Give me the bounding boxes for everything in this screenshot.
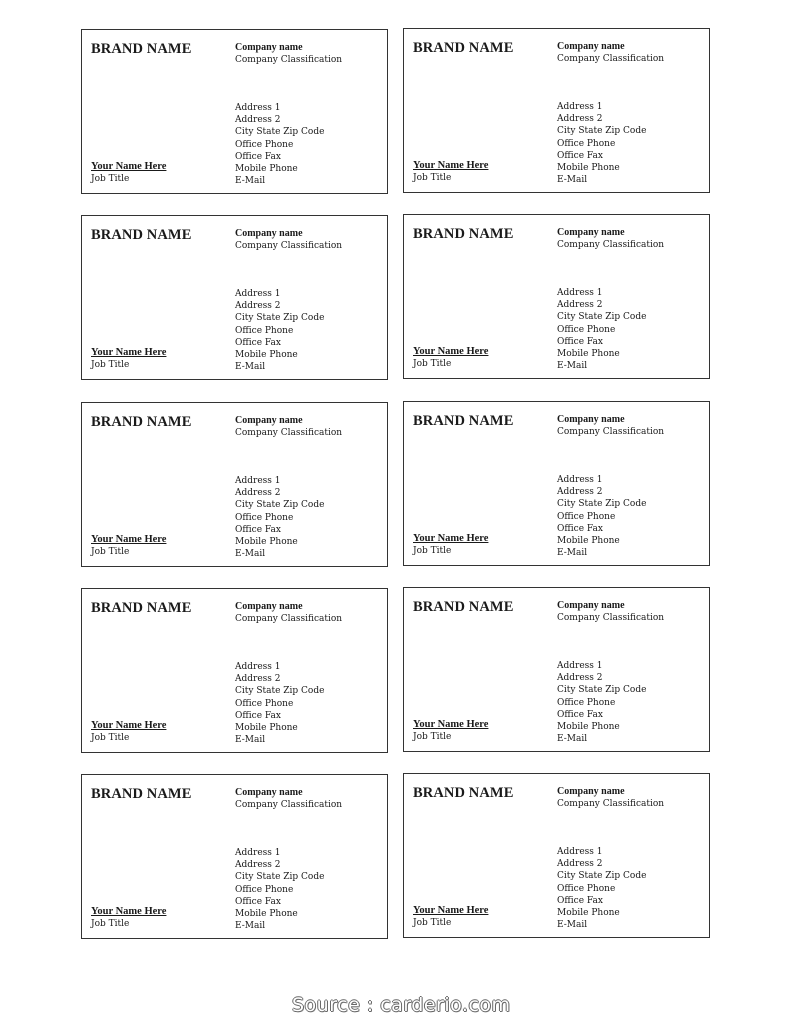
job-title: Job Title xyxy=(413,359,452,369)
contact-detail-line: City State Zip Code xyxy=(557,685,647,696)
contact-detail-line: Address 2 xyxy=(557,300,603,311)
contact-detail-line: Mobile Phone xyxy=(235,350,298,361)
contact-detail-line: Mobile Phone xyxy=(235,909,298,920)
contact-detail-line: Mobile Phone xyxy=(557,349,620,360)
company-classification: Company Classification xyxy=(235,800,343,810)
contact-detail-line: Mobile Phone xyxy=(235,537,298,548)
contact-details xyxy=(557,101,646,186)
contact-detail-line: Mobile Phone xyxy=(235,723,298,734)
company-classification: Company Classification xyxy=(557,799,665,809)
contact-details xyxy=(235,661,324,746)
brand-name: BRAND NAME xyxy=(91,227,192,243)
brand-name: BRAND NAME xyxy=(413,599,514,615)
brand-name: BRAND NAME xyxy=(413,40,514,56)
contact-detail-line: Office Fax xyxy=(235,896,281,907)
company-classification: Company Classification xyxy=(557,54,665,64)
contact-detail-line: City State Zip Code xyxy=(557,871,647,882)
contact-details xyxy=(235,847,324,932)
brand-name: BRAND NAME xyxy=(413,226,514,242)
contact-detail-line: City State Zip Code xyxy=(235,872,325,883)
person-name: Your Name Here xyxy=(91,720,167,731)
contact-detail-line: City State Zip Code xyxy=(557,126,647,137)
person-name: Your Name Here xyxy=(91,534,167,545)
contact-detail-line: Mobile Phone xyxy=(235,164,298,175)
company-classification: Company Classification xyxy=(557,240,665,250)
person-name: Your Name Here xyxy=(413,346,489,357)
contact-detail-line: Office Phone xyxy=(235,884,294,895)
job-title: Job Title xyxy=(91,174,130,184)
contact-detail-line: Office Fax xyxy=(557,895,603,906)
brand-name: BRAND NAME xyxy=(91,600,192,616)
contact-detail-line: Address 1 xyxy=(557,475,603,485)
contact-detail-line: E-Mail xyxy=(235,549,266,560)
contact-detail-line: Office Phone xyxy=(235,512,294,523)
person-name: Your Name Here xyxy=(91,161,167,172)
business-card xyxy=(81,402,388,567)
company-name: Company name xyxy=(235,228,303,239)
company-classification: Company Classification xyxy=(557,427,665,437)
business-card xyxy=(403,214,710,379)
company-classification: Company Classification xyxy=(557,613,665,623)
contact-detail-line: Address 1 xyxy=(235,662,281,672)
contact-detail-line: E-Mail xyxy=(557,548,588,559)
contact-detail-line: Office Fax xyxy=(557,523,603,534)
person-name: Your Name Here xyxy=(413,719,489,730)
contact-details xyxy=(557,474,646,559)
contact-detail-line: Mobile Phone xyxy=(557,163,620,174)
contact-detail-line: Office Phone xyxy=(235,698,294,709)
contact-details xyxy=(557,846,646,931)
contact-detail-line: Address 1 xyxy=(557,102,603,112)
contact-detail-line: Office Fax xyxy=(557,150,603,161)
business-card xyxy=(81,774,388,939)
person-name: Your Name Here xyxy=(91,347,167,358)
contact-detail-line: Office Fax xyxy=(235,151,281,162)
contact-detail-line: Office Fax xyxy=(235,524,281,535)
contact-detail-line: E-Mail xyxy=(557,361,588,372)
contact-detail-line: E-Mail xyxy=(235,362,266,373)
contact-details xyxy=(235,288,324,373)
job-title: Job Title xyxy=(91,733,130,743)
company-name: Company name xyxy=(557,786,625,797)
contact-detail-line: Office Phone xyxy=(557,883,616,894)
contact-detail-line: E-Mail xyxy=(557,734,588,745)
company-name: Company name xyxy=(557,41,625,52)
contact-detail-line: Mobile Phone xyxy=(557,908,620,919)
brand-name: BRAND NAME xyxy=(91,41,192,57)
brand-name: BRAND NAME xyxy=(413,413,514,429)
contact-detail-line: Address 2 xyxy=(557,673,603,684)
contact-details xyxy=(235,102,324,187)
business-card xyxy=(403,587,710,752)
contact-detail-line: Office Phone xyxy=(557,324,616,335)
contact-detail-line: Address 1 xyxy=(235,848,281,858)
contact-detail-line: Office Phone xyxy=(557,697,616,708)
contact-details xyxy=(557,660,646,745)
company-name: Company name xyxy=(235,415,303,426)
contact-detail-line: Office Phone xyxy=(235,139,294,150)
company-classification: Company Classification xyxy=(235,428,343,438)
business-card xyxy=(81,215,388,380)
contact-detail-line: Office Phone xyxy=(557,511,616,522)
company-name: Company name xyxy=(557,227,625,238)
contact-detail-line: City State Zip Code xyxy=(235,686,325,697)
business-card xyxy=(403,28,710,193)
contact-detail-line: Office Phone xyxy=(557,138,616,149)
company-name: Company name xyxy=(557,600,625,611)
brand-name: BRAND NAME xyxy=(91,786,192,802)
contact-detail-line: Address 2 xyxy=(235,488,281,499)
company-classification: Company Classification xyxy=(235,614,343,624)
company-name: Company name xyxy=(235,601,303,612)
contact-detail-line: Address 1 xyxy=(235,103,281,113)
job-title: Job Title xyxy=(91,360,130,370)
person-name: Your Name Here xyxy=(413,160,489,171)
company-name: Company name xyxy=(235,787,303,798)
contact-detail-line: E-Mail xyxy=(557,920,588,931)
contact-details xyxy=(235,475,324,560)
contact-detail-line: City State Zip Code xyxy=(235,313,325,324)
contact-detail-line: Mobile Phone xyxy=(557,722,620,733)
contact-detail-line: Address 1 xyxy=(235,289,281,299)
person-name: Your Name Here xyxy=(91,906,167,917)
company-classification: Company Classification xyxy=(235,55,343,65)
job-title: Job Title xyxy=(413,173,452,183)
business-card xyxy=(403,401,710,566)
contact-detail-line: E-Mail xyxy=(557,175,588,186)
contact-detail-line: Address 2 xyxy=(235,674,281,685)
contact-detail-line: E-Mail xyxy=(235,921,266,932)
contact-detail-line: Address 1 xyxy=(557,847,603,857)
contact-detail-line: City State Zip Code xyxy=(557,312,647,323)
contact-detail-line: Office Fax xyxy=(557,709,603,720)
person-name: Your Name Here xyxy=(413,905,489,916)
contact-detail-line: E-Mail xyxy=(235,735,266,746)
company-classification: Company Classification xyxy=(235,241,343,251)
contact-detail-line: City State Zip Code xyxy=(557,499,647,510)
company-name: Company name xyxy=(557,414,625,425)
company-name: Company name xyxy=(235,42,303,53)
job-title: Job Title xyxy=(413,732,452,742)
brand-name: BRAND NAME xyxy=(413,785,514,801)
job-title: Job Title xyxy=(413,546,452,556)
business-card xyxy=(403,773,710,938)
contact-detail-line: Office Fax xyxy=(235,337,281,348)
contact-details xyxy=(557,287,646,372)
brand-name: BRAND NAME xyxy=(91,414,192,430)
contact-detail-line: Office Fax xyxy=(557,336,603,347)
business-card xyxy=(81,588,388,753)
contact-detail-line: Address 2 xyxy=(557,859,603,870)
contact-detail-line: E-Mail xyxy=(235,176,266,187)
contact-detail-line: Address 2 xyxy=(557,487,603,498)
contact-detail-line: Office Phone xyxy=(235,325,294,336)
contact-detail-line: City State Zip Code xyxy=(235,500,325,511)
contact-detail-line: Office Fax xyxy=(235,710,281,721)
contact-detail-line: Address 2 xyxy=(235,860,281,871)
source-watermark: Source : carderio.com xyxy=(292,994,511,1016)
contact-detail-line: Mobile Phone xyxy=(557,536,620,547)
contact-detail-line: City State Zip Code xyxy=(235,127,325,138)
contact-detail-line: Address 1 xyxy=(557,661,603,671)
job-title: Job Title xyxy=(91,919,130,929)
job-title: Job Title xyxy=(91,547,130,557)
contact-detail-line: Address 2 xyxy=(235,115,281,126)
contact-detail-line: Address 2 xyxy=(235,301,281,312)
contact-detail-line: Address 2 xyxy=(557,114,603,125)
person-name: Your Name Here xyxy=(413,533,489,544)
contact-detail-line: Address 1 xyxy=(235,476,281,486)
contact-detail-line: Address 1 xyxy=(557,288,603,298)
business-card xyxy=(81,29,388,194)
job-title: Job Title xyxy=(413,918,452,928)
